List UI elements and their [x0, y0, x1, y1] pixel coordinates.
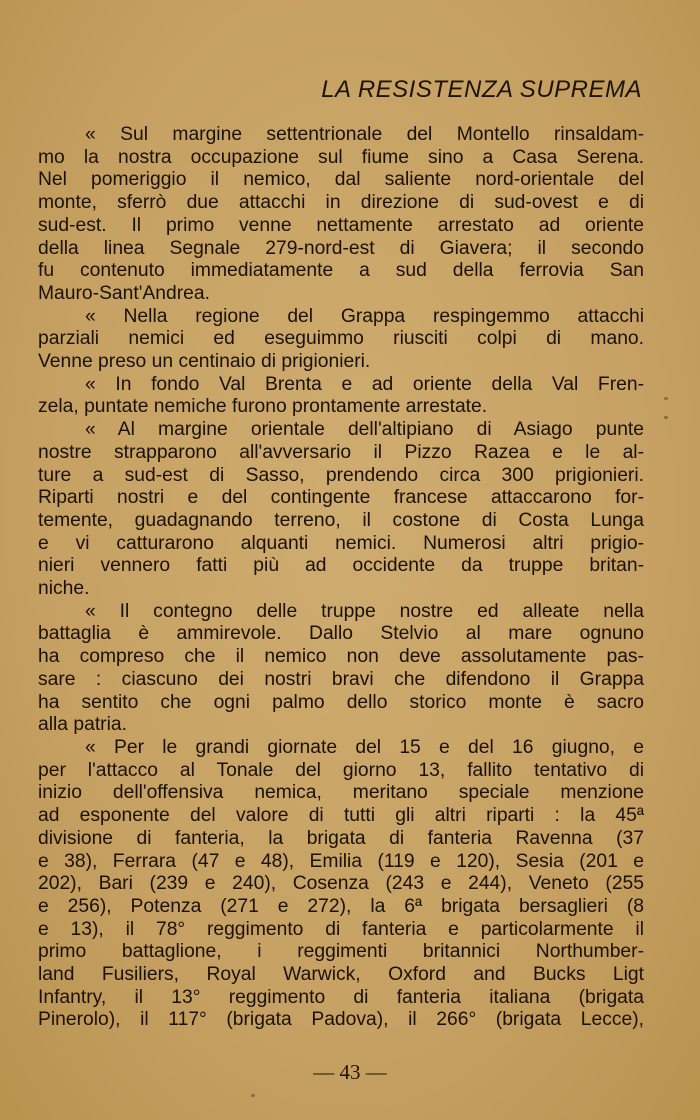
text-line: primo battaglione, i reggimenti britannici Northumber- — [38, 941, 644, 963]
text-line: zela, puntate nemiche furono prontamente arrestate. — [38, 396, 488, 418]
text-line: « Sul margine settentrionale del Montello rinsaldam- — [85, 124, 644, 145]
text-line: per l'attacco al Tonale del giorno 13, fallito tentativo di — [38, 759, 644, 781]
text-line: Infantry, il 13° reggimento di fanteria italiana (brigata — [38, 986, 644, 1008]
text-line: mo la nostra occupazione sul fiume sino a Casa Serena. — [38, 146, 644, 168]
text-line: e 256), Potenza (271 e 272), la 6ª brigata bersaglieri (8 — [38, 895, 644, 917]
text-line: Nel pomeriggio il nemico, dal saliente nord-orientale del — [38, 169, 644, 191]
text-line: ha compreso che il nemico non deve assolutamente pas- — [38, 646, 644, 668]
text-line: ture a sud-est di Sasso, prendendo circa 300 prigionieri. — [38, 464, 644, 486]
text-line: temente, guadagnando terreno, il costone di Costa Lunga — [38, 509, 644, 531]
text-line: e 38), Ferrara (47 e 48), Emilia (119 e 120), Sesia (201 e — [38, 850, 644, 872]
text-line: « Per le grandi giornate del 15 e del 16 giugno, e — [85, 736, 644, 758]
text-line: « Al margine orientale dell'altipiano di Asiago punte — [85, 419, 644, 441]
text-line: della linea Segnale 279-nord-est di Giavera; il secondo — [38, 237, 644, 259]
text-line: fu contenuto immediatamente a sud della ferrovia San — [38, 260, 644, 282]
paper-speck — [251, 1094, 255, 1097]
text-line: battaglia è ammirevole. Dallo Stelvio al mare ognuno — [38, 623, 644, 645]
text-line: Mauro-Sant'Andrea. — [38, 282, 210, 304]
paper-speck — [664, 416, 668, 419]
text-line: e vi catturarono alquanti nemici. Numerosi altri prigio- — [38, 532, 644, 554]
text-line: Venne preso un centinaio di prigionieri. — [38, 351, 371, 373]
text-line: « Nella regione del Grappa respingemmo attacchi — [85, 305, 644, 327]
running-head: LA RESISTENZA SUPREMA — [321, 76, 642, 103]
text-line: sare : ciascuno dei nostri bravi che difendono il Grappa — [38, 668, 644, 690]
text-line: « Il contegno delle truppe nostre ed alleate nella — [85, 600, 644, 622]
text-line: ad esponente del valore di tutti gli altri riparti : la 45ª — [38, 805, 644, 827]
text-line: monte, sferrò due attacchi in direzione di sud-ovest e di — [38, 192, 644, 214]
text-line: land Fusiliers, Royal Warwick, Oxford and Bucks Ligt — [38, 964, 644, 986]
text-line: Riparti nostri e del contingente francese attaccarono for- — [38, 487, 644, 509]
text-line: inizio dell'offensiva nemica, meritano speciale menzione — [38, 782, 644, 804]
text-line: niche. — [38, 578, 90, 600]
text-line: nieri vennero fatti più ad occidente da truppe britan- — [38, 555, 644, 577]
text-line: 202), Bari (239 e 240), Cosenza (243 e 244), Veneto (255 — [38, 873, 644, 895]
text-line: divisione di fanteria, la brigata di fanteria Ravenna (37 — [38, 827, 644, 849]
page-number: — 43 — — [313, 1060, 387, 1084]
text-line: parziali nemici ed eseguimmo riusciti colpi di mano. — [38, 328, 644, 350]
text-line: Pinerolo), il 117° (brigata Padova), il 266° (brigata Lecce), — [38, 1009, 644, 1031]
paper-speck — [664, 397, 668, 400]
text-line: alla patria. — [38, 714, 127, 736]
text-line: e 13), il 78° reggimento di fanteria e particolarmente il — [38, 918, 644, 940]
text-line: sud-est. Il primo venne nettamente arrestato ad oriente — [38, 214, 644, 236]
text-line: ha sentito che ogni palmo dello storico monte è sacro — [38, 691, 644, 713]
text-line: « In fondo Val Brenta e ad oriente della Val Fren- — [85, 373, 644, 395]
text-line: nostre strapparono all'avversario il Pizzo Razea e le al- — [38, 441, 644, 463]
body-text — [38, 124, 644, 1032]
